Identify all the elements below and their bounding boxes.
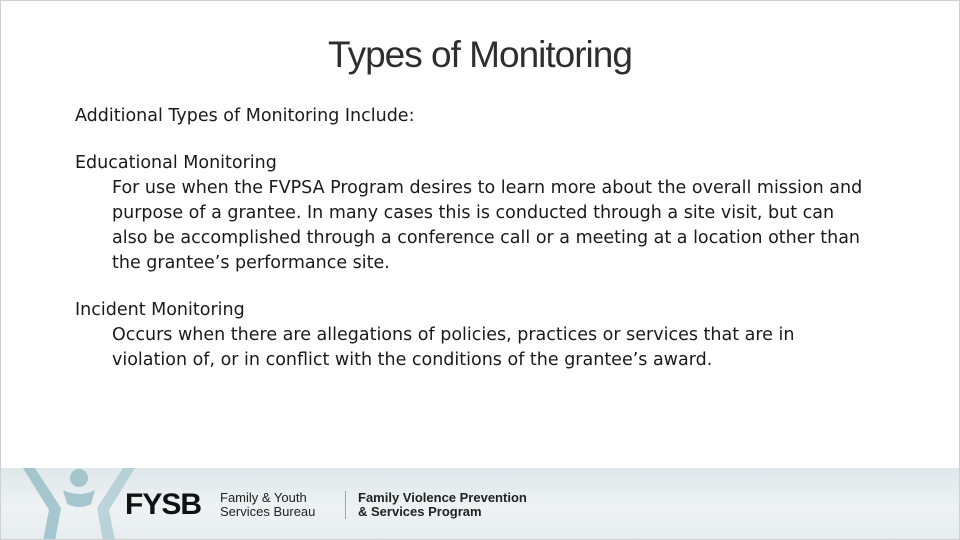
intro-text: Additional Types of Monitoring Include: — [75, 106, 415, 126]
section-body-educational: For use when the FVPSA Program desires to learn more about the overall mission and purpose of a grantee. In many cases this is conducted through a site visit, but can also be accomplished through a conference call or a meeting at a location other than the grantee’s performance site. — [112, 178, 863, 273]
slide-content — [75, 104, 875, 395]
footer-divider — [345, 491, 346, 519]
org-name-line1: Family & Youth — [220, 490, 307, 505]
slide-title: Types of Monitoring — [328, 34, 632, 75]
section-body-incident: Occurs when there are allegations of policies, practices or services that are in violation of, or in conflict with the conditions of the grantee’s award. — [112, 325, 795, 370]
program-name-line2: & Services Program — [358, 504, 482, 519]
program-name-line1: Family Violence Prevention — [358, 490, 527, 505]
org-name — [220, 491, 315, 519]
figure-emblem-icon — [1, 468, 141, 540]
section-heading-incident: Incident Monitoring — [75, 300, 245, 320]
section-heading-educational: Educational Monitoring — [75, 153, 277, 173]
fysb-logo: FYSB — [125, 488, 202, 521]
org-name-line2: Services Bureau — [220, 504, 316, 519]
program-name — [358, 491, 527, 519]
